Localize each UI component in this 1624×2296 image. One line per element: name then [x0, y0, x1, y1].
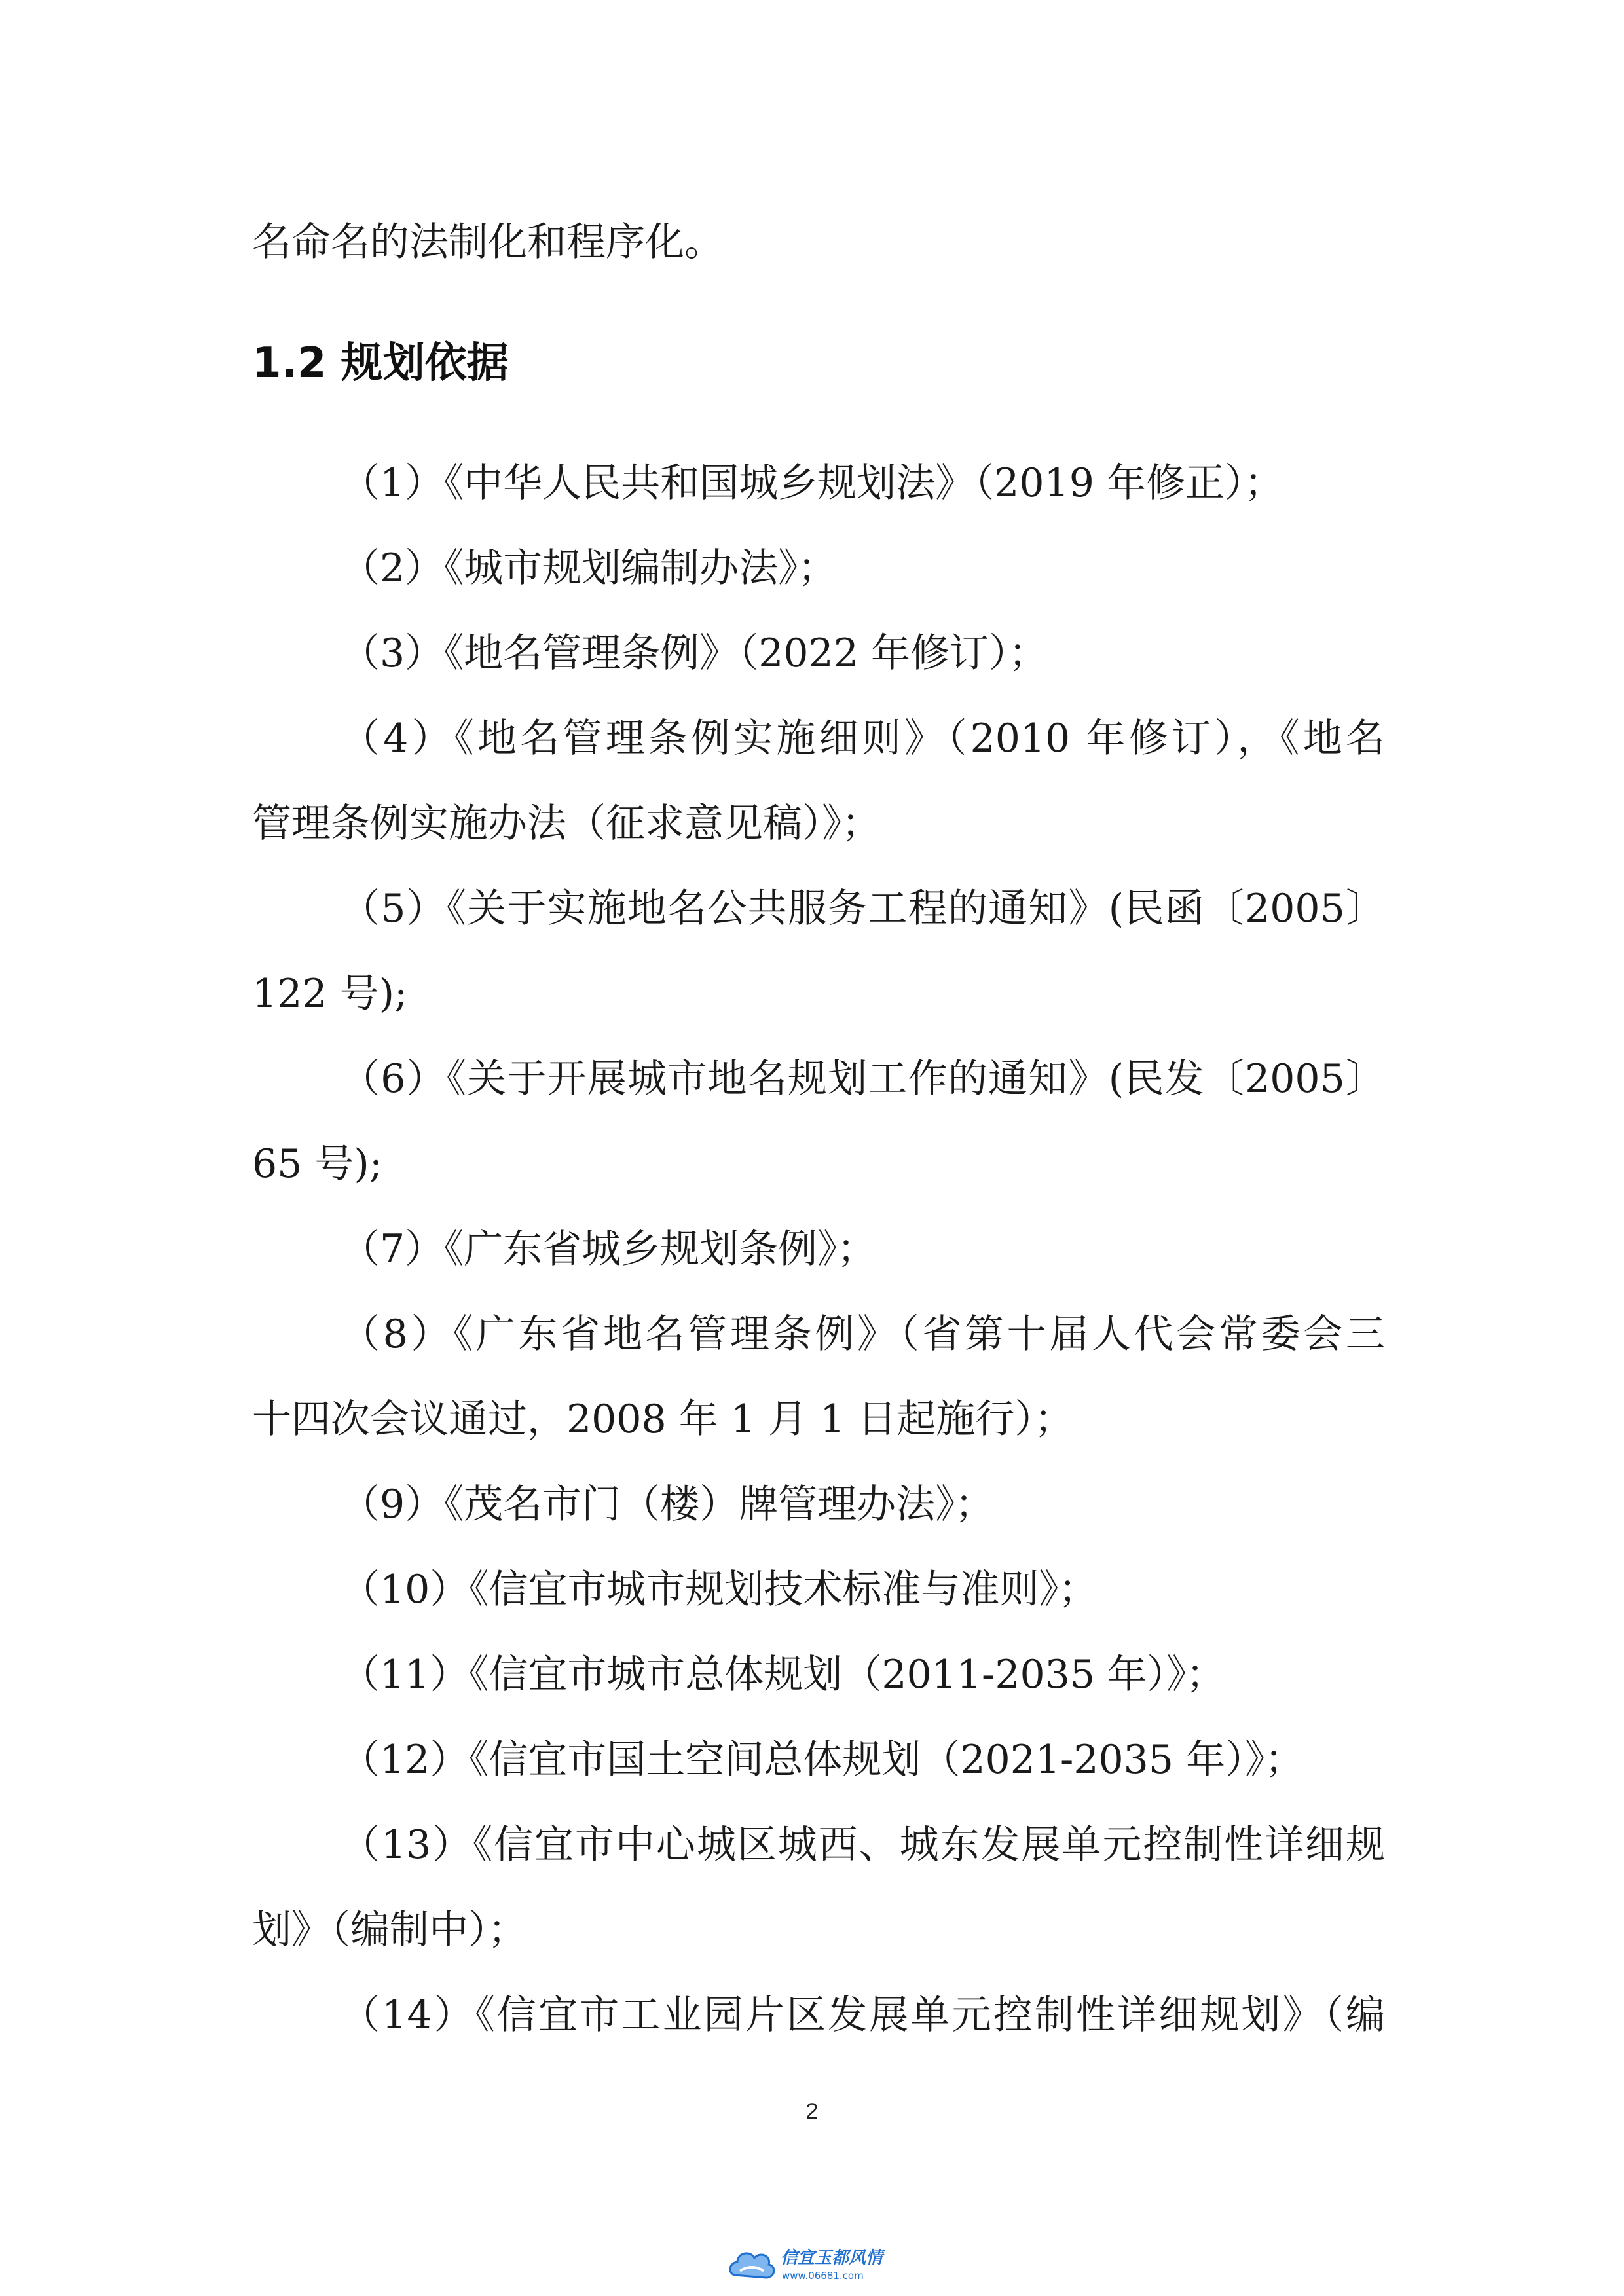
basis-item-8-line-2: 十四次会议通过，2008 年 1 月 1 日起施行）； — [252, 1396, 1074, 1442]
basis-item-13-line-2: 划》（编制中）； — [252, 1907, 527, 1953]
section-heading: 1.2 规划依据 — [252, 339, 509, 388]
basis-item-12: （12）《信宜市国土空间总体规划（2021-2035 年）》； — [341, 1737, 1304, 1783]
basis-item-1: （1）《中华人民共和国城乡规划法》（2019 年修正）； — [341, 460, 1283, 506]
watermark-title: 信宜玉都风情 — [781, 2248, 883, 2268]
basis-item-4-line-2: 管理条例实施办法（征求意见稿）》； — [252, 801, 881, 847]
page-number: 2 — [805, 2099, 819, 2124]
basis-item-7: （7）《广东省城乡规划条例》； — [341, 1226, 877, 1272]
continuation-line: 名命名的法制化和程序化。 — [252, 219, 724, 265]
basis-item-10: （10）《信宜市城市规划技术标准与准则》； — [341, 1567, 1098, 1613]
site-watermark-logo — [727, 2242, 910, 2288]
basis-item-5-line-2: 122 号); — [252, 971, 408, 1017]
basis-item-6-line-2: 65 号); — [252, 1141, 383, 1187]
basis-item-5-line-1: （5）《关于实施地名公共服务工程的通知》(民函〔2005〕 — [341, 886, 1385, 932]
basis-item-6-line-1: （6）《关于开展城市地名规划工作的通知》(民发〔2005〕 — [341, 1056, 1385, 1102]
basis-item-4-line-1: （4）《地名管理条例实施细则》（2010 年修订），《地名 — [341, 716, 1385, 761]
watermark-url: www.06681.com — [782, 2270, 864, 2282]
basis-item-9: （9）《茂名市门（楼）牌管理办法》； — [341, 1482, 995, 1527]
cloud-logo-icon — [727, 2242, 910, 2288]
basis-item-13-line-1: （13）《信宜市中心城区城西、城东发展单元控制性详细规 — [341, 1822, 1385, 1868]
basis-item-14-line-1: （14）《信宜市工业园片区发展单元控制性详细规划》（编 — [341, 1992, 1385, 2038]
basis-item-2: （2）《城市规划编制办法》； — [341, 545, 838, 591]
basis-item-8-line-1: （8）《广东省地名管理条例》（省第十届人代会常委会三 — [341, 1311, 1385, 1357]
basis-item-3: （3）《地名管理条例》（2022 年修订）； — [341, 630, 1048, 676]
basis-item-11: （11）《信宜市城市总体规划（2011-2035 年）》； — [341, 1652, 1226, 1698]
